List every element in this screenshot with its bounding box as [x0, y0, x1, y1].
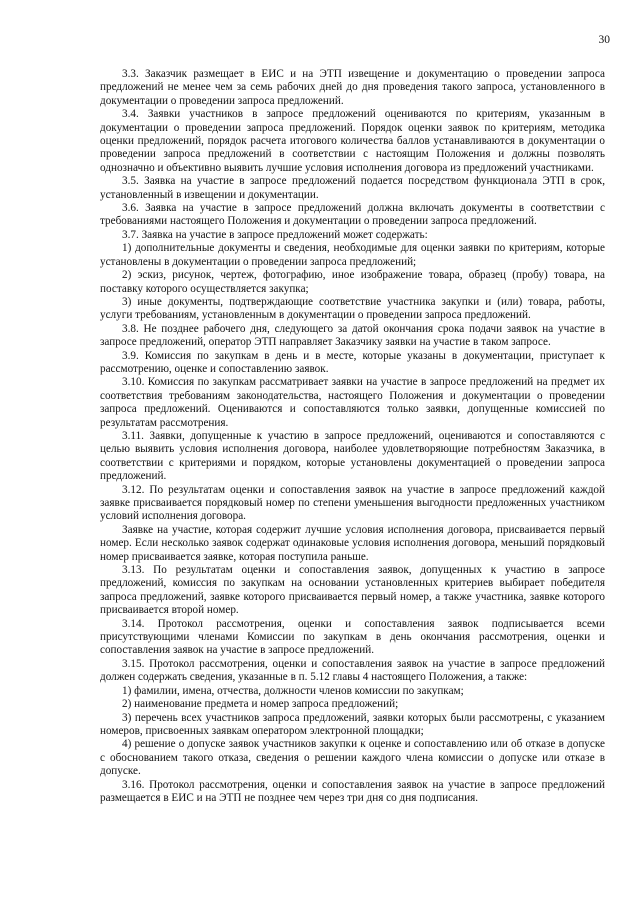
paragraph-3-15: 3.15. Протокол рассмотрения, оценки и сопоставления заявок на участие в запросе предложений должен содержать сведения, указанные в п. 5.12 главы 4 настоящего Положения, а также:	[100, 657, 605, 684]
list-item: 2) наименование предмета и номер запроса предложений;	[122, 698, 399, 711]
paragraph-3-4: 3.4. Заявки участников в запросе предложений оцениваются по критериям, указанным в документации о проведении запроса предложений. Порядок оценки заявок по критериям, методика оценки предложений, порядок расчета итогового количества баллов устанавливаются в документации о проведении запроса предложений в соответствии с настоящим Положения и должны позволять однозначно и объективно выявить лучшие условия исполнения договора из предложений участниками.	[100, 108, 605, 174]
list-item: 2) эскиз, рисунок, чертеж, фотографию, иное изображение товара, образец (пробу) товара, на поставку которого осуществляется закупка;	[100, 269, 605, 295]
document-body	[100, 68, 605, 805]
list-item: 1) дополнительные документы и сведения, необходимые для оценки заявки по критериям, которые установлены в документации о проведении запроса предложений;	[100, 242, 605, 268]
paragraph-3-16: 3.16. Протокол рассмотрения, оценки и сопоставления заявок на участие в запросе предложений размещается в ЕИС и на ЭТП не позднее чем через три дня со дня подписания.	[100, 778, 605, 804]
list-item: 1) фамилии, имена, отчества, должности членов комиссии по закупкам;	[122, 684, 464, 697]
paragraph-3-3: 3.3. Заказчик размещает в ЕИС и на ЭТП извещение и документацию о проведении запроса предложений не менее чем за семь рабочих дней до дня проведения такого запроса, установленного в документации о проведении запроса предложений.	[100, 68, 605, 107]
paragraph-3-5: 3.5. Заявка на участие в запросе предложений подается посредством функционала ЭТП в срок, установленный в извещении и документации.	[100, 175, 605, 201]
paragraph-3-12: 3.12. По результатам оценки и сопоставления заявок на участие в запросе предложений каждой заявке присваивается порядковый номер по степени уменьшения выгодности предложенных участником условий исполнения договора.	[100, 483, 605, 523]
list-item: 3) иные документы, подтверждающие соответствие участника закупки и (или) товара, работы, услуги требованиям, установленным в документации о проведении запроса предложений.	[100, 295, 605, 322]
page-number: 30	[598, 34, 610, 46]
paragraph-3-9: 3.9. Комиссия по закупкам в день и в месте, которые указаны в документации, приступает к рассмотрению, оценке и сопоставлению заявок.	[100, 349, 605, 375]
paragraph-3-10: 3.10. Комиссия по закупкам рассматривает заявки на участие в запросе предложений на предмет их соответствия требованиям законодательства, настоящего Положения и документации о проведении запроса предложений. Оцениваются и сопоставляются только заявки, допущенные комиссией по результатам рассмотрения.	[100, 376, 605, 429]
paragraph-3-12-cont: Заявке на участие, которая содержит лучшие условия исполнения договора, присваивается первый номер. Если несколько заявок содержат одинаковые условия исполнения договора, меньший порядковый номер присваивается заявке, которая поступила раньше.	[100, 523, 605, 563]
paragraph-3-6: 3.6. Заявка на участие в запросе предложений должна включать документы в соответствии с требованиями настоящего Положения и документации о проведении запроса предложений.	[100, 202, 605, 228]
list-item: 3) перечень всех участников запроса предложений, заявки которых были рассмотрены, с указанием номеров, присвоенных заявкам оператором электронной площадки;	[100, 711, 605, 737]
paragraph-3-14: 3.14. Протокол рассмотрения, оценки и сопоставления заявок подписывается всеми присутствующими членами Комиссии по закупкам в день окончания рассмотрения, оценки и сопоставления заявок на участие в запросе предложений.	[100, 617, 605, 657]
paragraph-3-8: 3.8. Не позднее рабочего дня, следующего за датой окончания срока подачи заявок на участие в запросе предложений, оператор ЭТП направляет Заказчику заявки на участие в таком запросе.	[100, 322, 605, 349]
paragraph-3-7: 3.7. Заявка на участие в запросе предложений может содержать:	[122, 228, 428, 241]
paragraph-3-13: 3.13. По результатам оценки и сопоставления заявок, допущенных к участию в запросе предложений, комиссия по закупкам на основании установленных критериев выбирает победителя запроса предложений, заявке которого присваивается первый номер, а также участника, заявке которого присваивается второй номер.	[100, 564, 605, 617]
list-item: 4) решение о допуске заявок участников закупки к оценке и сопоставлению или об отказе в допуске с обоснованием такого отказа, сведения о решении каждого члена комиссии о допуске или отказе в допуске.	[100, 738, 605, 778]
paragraph-3-11: 3.11. Заявки, допущенные к участию в запросе предложений, оцениваются и сопоставляются с целью выявить условия исполнения договора, наиболее удовлетворяющие потребностям Заказчика, в соответствии с критериями и порядком, которые установлены документацией о проведении запроса предложений.	[100, 429, 605, 483]
